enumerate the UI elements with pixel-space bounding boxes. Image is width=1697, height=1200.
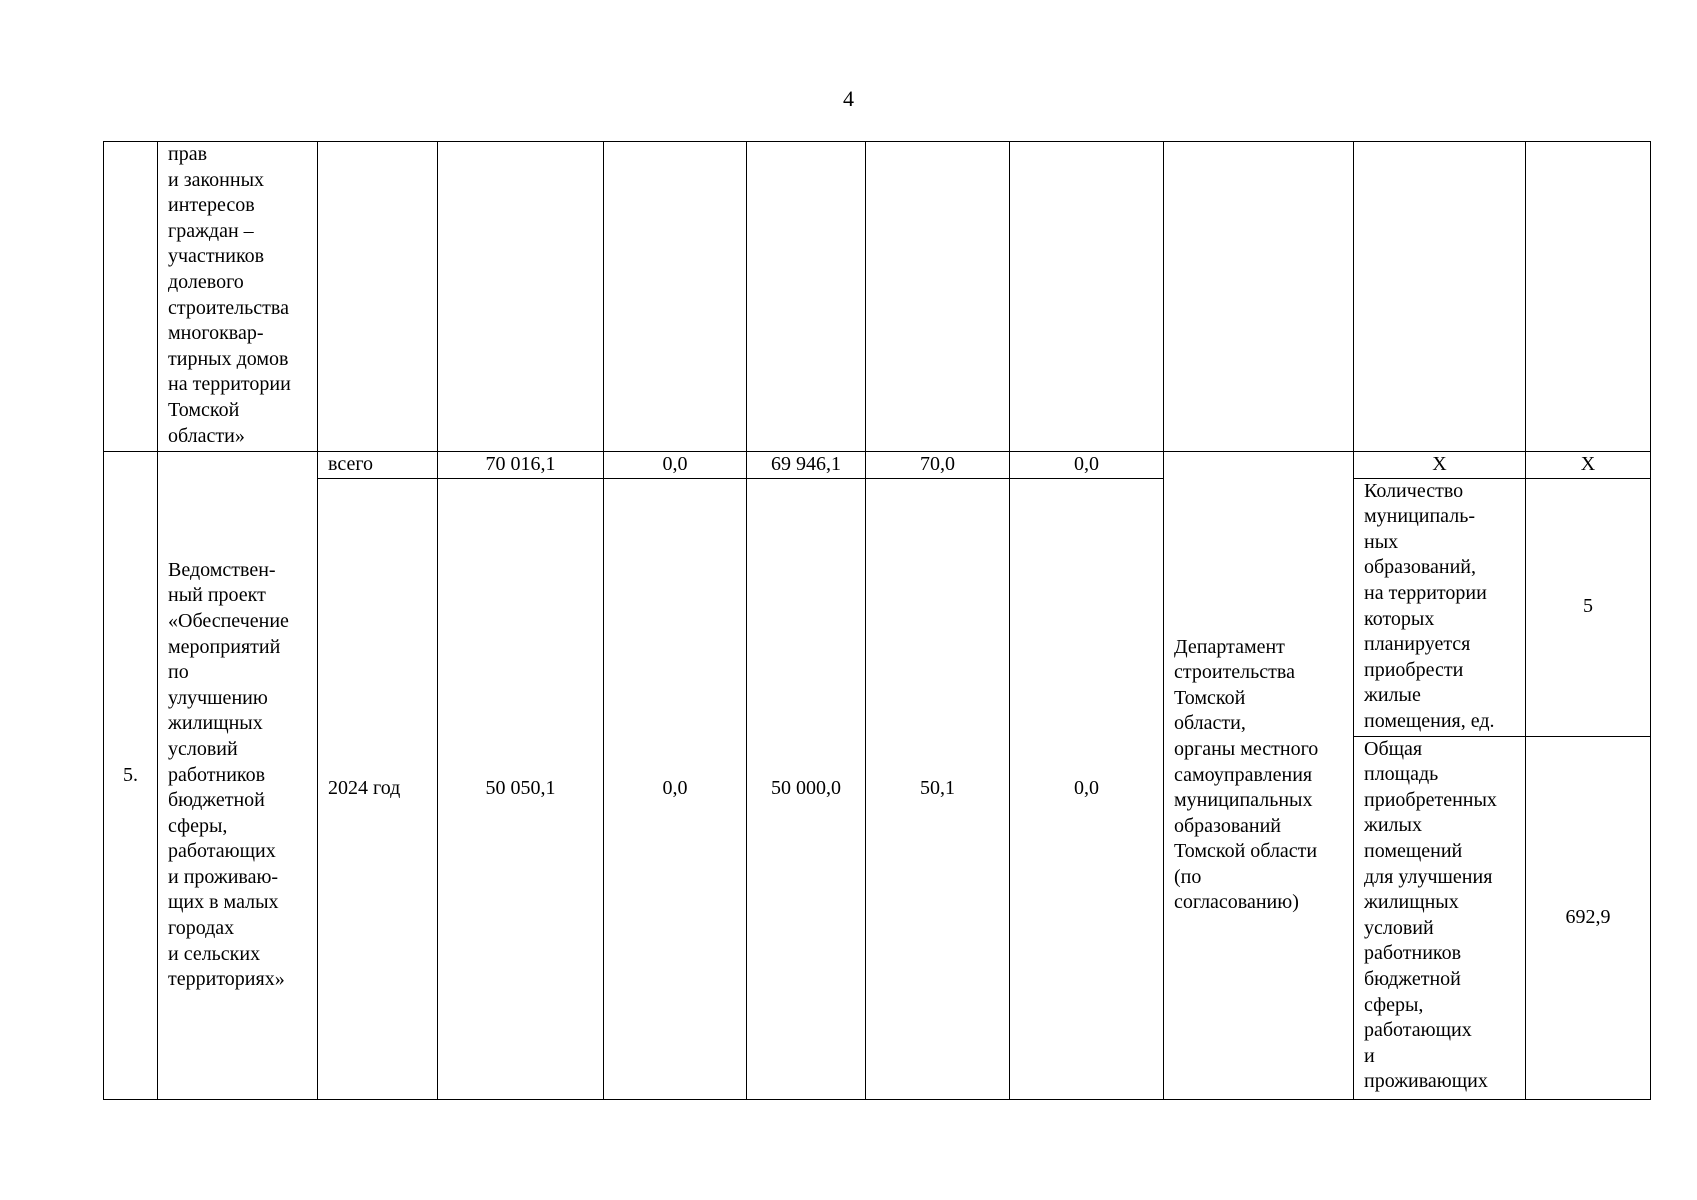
cell-empty [1164,142,1354,452]
sum-2024: 50 050,1 [438,478,604,1099]
cell-empty [438,142,604,452]
indicator-1-name: Количество муниципаль- ных образований, на территории которых планируется приобрести жилые помещения, ед. [1364,479,1495,732]
cell-empty [866,142,1010,452]
row-number: 5. [104,452,158,1100]
cell-measure-name [158,142,318,452]
table-row-continued [104,142,1651,452]
cell-number-empty [104,142,158,452]
local-2024: 50,1 [866,478,1010,1099]
period-2024: 2024 год [318,478,438,1099]
period-total: всего [318,452,438,479]
executor-text: Департамент строительства Томской области, органы местного самоуправления муниципальных образований Томской области (по согласованию) [1174,635,1319,914]
cell-empty [1354,142,1526,452]
cell-empty [1010,142,1164,452]
cell-project-name [158,452,318,1100]
cell-empty [747,142,866,452]
federal-2024: 0,0 [604,478,747,1099]
project-name-text: Ведомствен- ный проект «Обеспечение мероприятий по улучшению жилищных условий работников бюджетной сферы, работающих и проживаю- щих в малых городах и сельских территориях» [168,558,289,991]
cell-indicator-2 [1354,736,1526,1099]
program-table [103,141,1651,1100]
cell-empty [318,142,438,452]
page-number: 4 [843,86,854,111]
indicator-2-name: Общая площадь приобретенных жилых помещений для улучшения жилищных условий работников бюджетной сферы, работающих и проживающих [1364,737,1497,1093]
cell-indicator-1 [1354,478,1526,736]
regional-total: 69 946,1 [747,452,866,479]
federal-total: 0,0 [604,452,747,479]
other-2024: 0,0 [1010,478,1164,1099]
indicator-1-value: 5 [1526,478,1651,736]
cell-executor [1164,452,1354,1100]
indicator-value-total: X [1526,452,1651,479]
cell-empty [1526,142,1651,452]
other-total: 0,0 [1010,452,1164,479]
table-row-2024 [104,478,1651,736]
table-row-total [104,452,1651,479]
cell-empty [604,142,747,452]
regional-2024: 50 000,0 [747,478,866,1099]
indicator-2-value: 692,9 [1526,736,1651,1099]
indicator-total: X [1354,452,1526,479]
sum-total: 70 016,1 [438,452,604,479]
local-total: 70,0 [866,452,1010,479]
measure-name-text: прав и законных интересов граждан – участников долевого строительства многоквар- тирных домов на территории Томской области» [168,143,291,447]
